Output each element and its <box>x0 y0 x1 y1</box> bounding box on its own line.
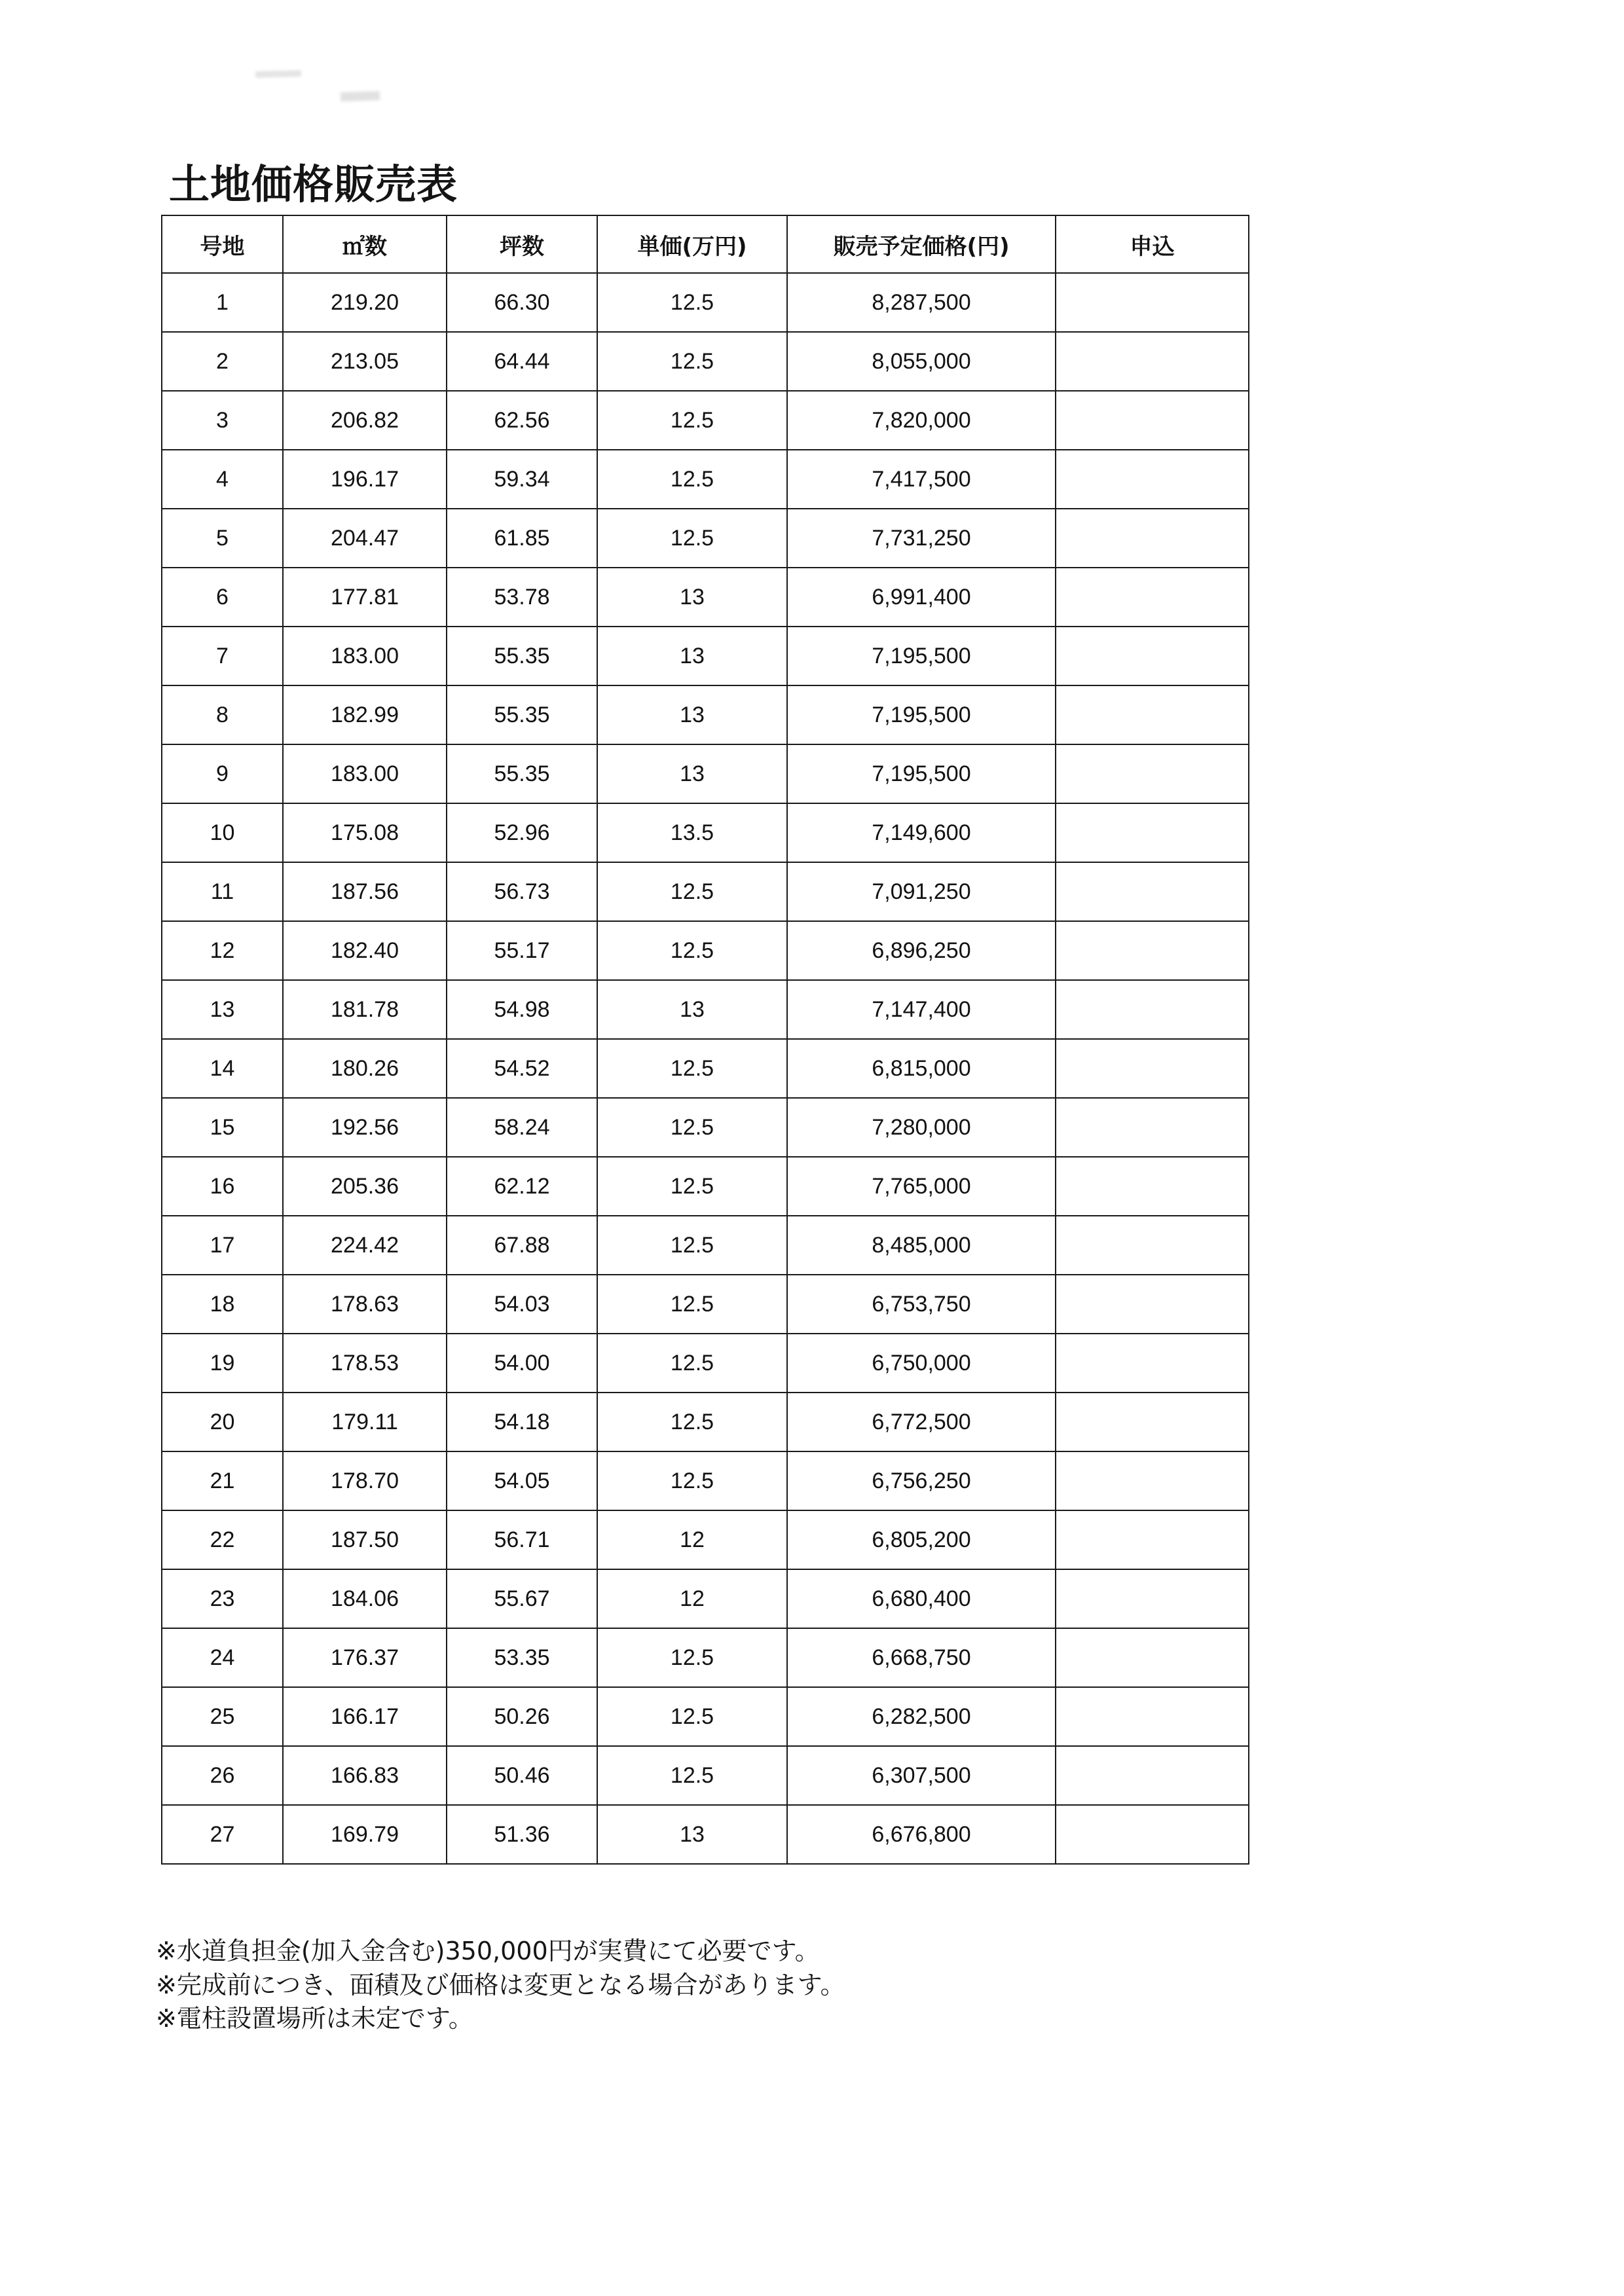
sqm-cell: 182.99 <box>283 685 447 744</box>
application-cell[interactable] <box>1056 391 1249 450</box>
column-header-tsubo: 坪数 <box>447 215 597 273</box>
tsubo-cell: 50.26 <box>447 1687 597 1746</box>
sqm-cell: 204.47 <box>283 509 447 568</box>
tsubo-cell: 55.17 <box>447 921 597 980</box>
lot-cell: 12 <box>162 921 283 980</box>
sqm-cell: 183.00 <box>283 744 447 803</box>
unit-price-cell: 12.5 <box>597 1628 787 1687</box>
sqm-cell: 179.11 <box>283 1393 447 1451</box>
unit-price-cell: 13 <box>597 744 787 803</box>
application-cell[interactable] <box>1056 273 1249 332</box>
table-row <box>162 980 1249 1039</box>
scan-artifact-icon <box>255 70 301 78</box>
application-cell[interactable] <box>1056 685 1249 744</box>
application-cell[interactable] <box>1056 1687 1249 1746</box>
lot-cell: 8 <box>162 685 283 744</box>
sqm-cell: 178.70 <box>283 1451 447 1510</box>
lot-cell: 2 <box>162 332 283 391</box>
unit-price-cell: 12.5 <box>597 1746 787 1805</box>
application-cell[interactable] <box>1056 803 1249 862</box>
tsubo-cell: 54.00 <box>447 1334 597 1393</box>
table-row <box>162 1216 1249 1275</box>
application-cell[interactable] <box>1056 1039 1249 1098</box>
sqm-cell: 192.56 <box>283 1098 447 1157</box>
table-row <box>162 744 1249 803</box>
application-cell[interactable] <box>1056 1334 1249 1393</box>
sale-price-cell: 6,282,500 <box>787 1687 1056 1746</box>
tsubo-cell: 61.85 <box>447 509 597 568</box>
lot-cell: 24 <box>162 1628 283 1687</box>
lot-cell: 27 <box>162 1805 283 1864</box>
column-header-sale-price: 販売予定価格(円) <box>787 215 1056 273</box>
sale-price-cell: 8,485,000 <box>787 1216 1056 1275</box>
table-row <box>162 1510 1249 1569</box>
sale-price-cell: 7,765,000 <box>787 1157 1056 1216</box>
tsubo-cell: 62.12 <box>447 1157 597 1216</box>
table-row <box>162 1157 1249 1216</box>
sqm-cell: 175.08 <box>283 803 447 862</box>
sale-price-cell: 7,195,500 <box>787 627 1056 685</box>
tsubo-cell: 62.56 <box>447 391 597 450</box>
sqm-cell: 183.00 <box>283 627 447 685</box>
page-title: 土地価格販売表 <box>169 160 458 208</box>
table-row <box>162 450 1249 509</box>
table-row <box>162 1334 1249 1393</box>
tsubo-cell: 56.71 <box>447 1510 597 1569</box>
unit-price-cell: 12.5 <box>597 450 787 509</box>
application-cell[interactable] <box>1056 1628 1249 1687</box>
lot-cell: 15 <box>162 1098 283 1157</box>
unit-price-cell: 12 <box>597 1569 787 1628</box>
sale-price-cell: 6,756,250 <box>787 1451 1056 1510</box>
lot-cell: 1 <box>162 273 283 332</box>
application-cell[interactable] <box>1056 921 1249 980</box>
sqm-cell: 187.56 <box>283 862 447 921</box>
tsubo-cell: 55.35 <box>447 685 597 744</box>
unit-price-cell: 12.5 <box>597 1157 787 1216</box>
tsubo-cell: 54.98 <box>447 980 597 1039</box>
tsubo-cell: 54.03 <box>447 1275 597 1334</box>
column-header-unit-price: 単価(万円) <box>597 215 787 273</box>
table-row <box>162 921 1249 980</box>
column-header-sqm: ㎡数 <box>283 215 447 273</box>
table-row <box>162 1451 1249 1510</box>
sqm-cell: 184.06 <box>283 1569 447 1628</box>
sale-price-cell: 7,195,500 <box>787 685 1056 744</box>
application-cell[interactable] <box>1056 568 1249 627</box>
sale-price-cell: 6,750,000 <box>787 1334 1056 1393</box>
lot-cell: 19 <box>162 1334 283 1393</box>
lot-cell: 18 <box>162 1275 283 1334</box>
sqm-cell: 178.53 <box>283 1334 447 1393</box>
tsubo-cell: 53.35 <box>447 1628 597 1687</box>
note-line: ※完成前につき、面積及び価格は変更となる場合があります。 <box>156 1970 845 1999</box>
sale-price-cell: 7,091,250 <box>787 862 1056 921</box>
column-header-lot: 号地 <box>162 215 283 273</box>
sqm-cell: 187.50 <box>283 1510 447 1569</box>
notes-section <box>156 1935 1335 2036</box>
table-row <box>162 332 1249 391</box>
sale-price-cell: 6,676,800 <box>787 1805 1056 1864</box>
lot-cell: 13 <box>162 980 283 1039</box>
table-row <box>162 1569 1249 1628</box>
unit-price-cell: 12.5 <box>597 391 787 450</box>
sale-price-cell: 8,287,500 <box>787 273 1056 332</box>
lot-cell: 4 <box>162 450 283 509</box>
price-table-container <box>161 215 1248 1865</box>
tsubo-cell: 53.78 <box>447 568 597 627</box>
application-cell[interactable] <box>1056 1098 1249 1157</box>
sqm-cell: 177.81 <box>283 568 447 627</box>
table-row <box>162 1746 1249 1805</box>
table-body <box>162 273 1249 1864</box>
scan-artifact-icon <box>341 91 380 101</box>
tsubo-cell: 54.52 <box>447 1039 597 1098</box>
tsubo-cell: 64.44 <box>447 332 597 391</box>
lot-cell: 7 <box>162 627 283 685</box>
tsubo-cell: 54.05 <box>447 1451 597 1510</box>
unit-price-cell: 12.5 <box>597 1451 787 1510</box>
unit-price-cell: 12.5 <box>597 332 787 391</box>
application-cell[interactable] <box>1056 450 1249 509</box>
application-cell[interactable] <box>1056 1746 1249 1805</box>
sale-price-cell: 7,147,400 <box>787 980 1056 1039</box>
table-row <box>162 627 1249 685</box>
sqm-cell: 196.17 <box>283 450 447 509</box>
application-cell[interactable] <box>1056 1451 1249 1510</box>
sale-price-cell: 7,149,600 <box>787 803 1056 862</box>
column-header-application: 申込 <box>1056 215 1249 273</box>
sale-price-cell: 7,820,000 <box>787 391 1056 450</box>
application-cell[interactable] <box>1056 862 1249 921</box>
application-cell[interactable] <box>1056 1805 1249 1864</box>
note-line: ※水道負担金(加入金含む)350,000円が実費にて必要です。 <box>156 1937 820 1965</box>
unit-price-cell: 12.5 <box>597 1275 787 1334</box>
application-cell[interactable] <box>1056 509 1249 568</box>
lot-cell: 26 <box>162 1746 283 1805</box>
table-row <box>162 862 1249 921</box>
unit-price-cell: 12.5 <box>597 509 787 568</box>
sale-price-cell: 6,307,500 <box>787 1746 1056 1805</box>
table-row <box>162 568 1249 627</box>
tsubo-cell: 55.67 <box>447 1569 597 1628</box>
table-row <box>162 391 1249 450</box>
sale-price-cell: 7,731,250 <box>787 509 1056 568</box>
sqm-cell: 182.40 <box>283 921 447 980</box>
unit-price-cell: 12 <box>597 1510 787 1569</box>
unit-price-cell: 12.5 <box>597 1334 787 1393</box>
unit-price-cell: 13 <box>597 685 787 744</box>
table-row <box>162 1039 1249 1098</box>
unit-price-cell: 13 <box>597 627 787 685</box>
sqm-cell: 219.20 <box>283 273 447 332</box>
sqm-cell: 205.36 <box>283 1157 447 1216</box>
lot-cell: 23 <box>162 1569 283 1628</box>
lot-cell: 3 <box>162 391 283 450</box>
sale-price-cell: 6,991,400 <box>787 568 1056 627</box>
sqm-cell: 180.26 <box>283 1039 447 1098</box>
lot-cell: 16 <box>162 1157 283 1216</box>
unit-price-cell: 12.5 <box>597 1393 787 1451</box>
tsubo-cell: 56.73 <box>447 862 597 921</box>
sale-price-cell: 7,195,500 <box>787 744 1056 803</box>
lot-cell: 9 <box>162 744 283 803</box>
tsubo-cell: 54.18 <box>447 1393 597 1451</box>
table-row <box>162 803 1249 862</box>
sqm-cell: 213.05 <box>283 332 447 391</box>
unit-price-cell: 13 <box>597 1805 787 1864</box>
table-row <box>162 1393 1249 1451</box>
lot-cell: 25 <box>162 1687 283 1746</box>
unit-price-cell: 12.5 <box>597 921 787 980</box>
sqm-cell: 176.37 <box>283 1628 447 1687</box>
application-cell[interactable] <box>1056 1275 1249 1334</box>
application-cell[interactable] <box>1056 1157 1249 1216</box>
sale-price-cell: 6,680,400 <box>787 1569 1056 1628</box>
sqm-cell: 169.79 <box>283 1805 447 1864</box>
lot-cell: 14 <box>162 1039 283 1098</box>
lot-cell: 20 <box>162 1393 283 1451</box>
table-row <box>162 1275 1249 1334</box>
tsubo-cell: 67.88 <box>447 1216 597 1275</box>
unit-price-cell: 13 <box>597 568 787 627</box>
tsubo-cell: 55.35 <box>447 744 597 803</box>
table-row <box>162 1805 1249 1864</box>
sqm-cell: 206.82 <box>283 391 447 450</box>
sqm-cell: 166.17 <box>283 1687 447 1746</box>
sale-price-cell: 6,668,750 <box>787 1628 1056 1687</box>
table-header-row <box>162 215 1249 273</box>
unit-price-cell: 12.5 <box>597 862 787 921</box>
tsubo-cell: 52.96 <box>447 803 597 862</box>
tsubo-cell: 55.35 <box>447 627 597 685</box>
lot-cell: 21 <box>162 1451 283 1510</box>
application-cell[interactable] <box>1056 1216 1249 1275</box>
application-cell[interactable] <box>1056 1393 1249 1451</box>
application-cell[interactable] <box>1056 744 1249 803</box>
tsubo-cell: 58.24 <box>447 1098 597 1157</box>
sale-price-cell: 6,815,000 <box>787 1039 1056 1098</box>
table-row <box>162 509 1249 568</box>
lot-cell: 5 <box>162 509 283 568</box>
application-cell[interactable] <box>1056 332 1249 391</box>
land-price-table <box>161 215 1249 1865</box>
application-cell[interactable] <box>1056 627 1249 685</box>
lot-cell: 6 <box>162 568 283 627</box>
sale-price-cell: 6,753,750 <box>787 1275 1056 1334</box>
application-cell[interactable] <box>1056 1510 1249 1569</box>
sale-price-cell: 6,805,200 <box>787 1510 1056 1569</box>
sqm-cell: 181.78 <box>283 980 447 1039</box>
tsubo-cell: 66.30 <box>447 273 597 332</box>
table-row <box>162 273 1249 332</box>
table-row <box>162 1687 1249 1746</box>
unit-price-cell: 12.5 <box>597 1098 787 1157</box>
sale-price-cell: 7,417,500 <box>787 450 1056 509</box>
unit-price-cell: 12.5 <box>597 1687 787 1746</box>
unit-price-cell: 12.5 <box>597 273 787 332</box>
tsubo-cell: 51.36 <box>447 1805 597 1864</box>
application-cell[interactable] <box>1056 1569 1249 1628</box>
sale-price-cell: 6,772,500 <box>787 1393 1056 1451</box>
sqm-cell: 166.83 <box>283 1746 447 1805</box>
tsubo-cell: 59.34 <box>447 450 597 509</box>
sqm-cell: 178.63 <box>283 1275 447 1334</box>
sqm-cell: 224.42 <box>283 1216 447 1275</box>
unit-price-cell: 13 <box>597 980 787 1039</box>
sale-price-cell: 6,896,250 <box>787 921 1056 980</box>
lot-cell: 22 <box>162 1510 283 1569</box>
sale-price-cell: 7,280,000 <box>787 1098 1056 1157</box>
lot-cell: 10 <box>162 803 283 862</box>
unit-price-cell: 13.5 <box>597 803 787 862</box>
lot-cell: 11 <box>162 862 283 921</box>
sale-price-cell: 8,055,000 <box>787 332 1056 391</box>
note-line: ※電柱設置場所は未定です。 <box>156 2004 473 2033</box>
lot-cell: 17 <box>162 1216 283 1275</box>
unit-price-cell: 12.5 <box>597 1216 787 1275</box>
table-row <box>162 1628 1249 1687</box>
table-row <box>162 685 1249 744</box>
unit-price-cell: 12.5 <box>597 1039 787 1098</box>
application-cell[interactable] <box>1056 980 1249 1039</box>
tsubo-cell: 50.46 <box>447 1746 597 1805</box>
table-row <box>162 1098 1249 1157</box>
